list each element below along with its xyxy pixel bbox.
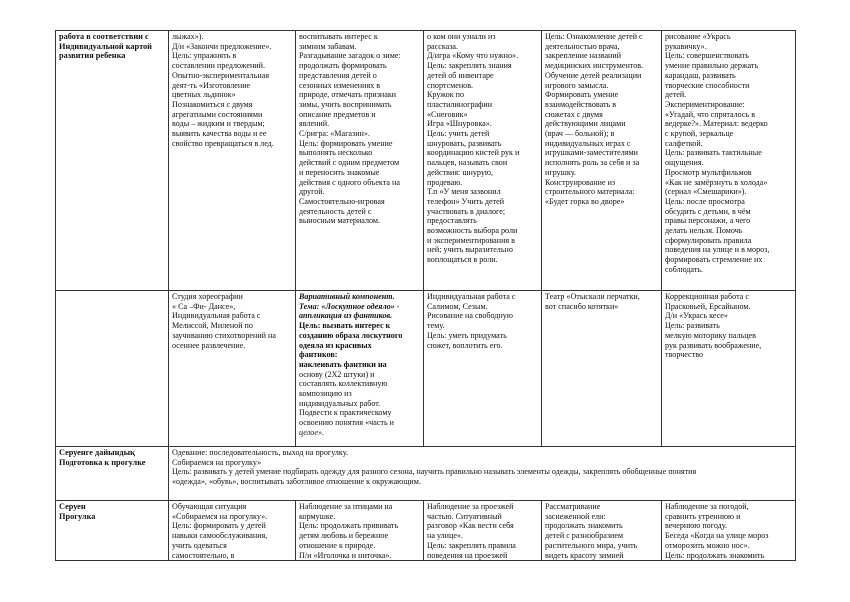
text-line: рисование «Укрась xyxy=(665,32,731,41)
text-line: (сериал «Смешарики»). xyxy=(665,187,747,197)
text-line: Прогулка xyxy=(59,511,96,521)
text-line: Собираемся на прогулку» xyxy=(172,457,262,467)
text-line: шнуровать, развивать xyxy=(427,138,502,148)
text-line: рассказа. xyxy=(427,41,459,51)
text-line: разговор «Как вести себя xyxy=(427,521,514,531)
day-cell-wednesday xyxy=(424,291,542,447)
text-line: «Угадай, что спряталось в xyxy=(665,109,756,119)
day-cell-friday xyxy=(662,31,796,291)
text-line: Цель: вызвать интерес к xyxy=(299,321,391,331)
text-line: детям любовь и бережное xyxy=(299,531,389,541)
text-line: Цель: после просмотра xyxy=(665,196,745,206)
day-cell-thursday xyxy=(542,501,662,561)
text-line: Одевание: последовательность, выход на прогулку. xyxy=(172,448,349,457)
text-line: Разгадывание загадок о зиме: xyxy=(299,51,401,61)
row-label xyxy=(56,31,169,291)
day-cell-monday xyxy=(169,291,296,447)
text-line: ней; учить выразительно xyxy=(427,245,513,255)
text-line: растительного мира, учить xyxy=(545,540,638,550)
text-line: возможность выбора роли xyxy=(427,226,518,236)
text-line: Цель: развивать тактильные xyxy=(665,148,762,158)
text-line: действия с одного объекта на xyxy=(299,177,400,187)
text-line: индивидуальных играх с xyxy=(545,138,631,148)
text-line: Рисование на свободную xyxy=(427,311,513,321)
text-line: Серуенге дайындық xyxy=(59,448,135,457)
text-line: Салимом, Сезым. xyxy=(427,301,488,311)
text-line: обсудить с детьми, в чём xyxy=(665,206,751,216)
row-label xyxy=(56,447,169,501)
walk-prep-cell xyxy=(169,447,796,501)
text-line: агрегатными состояниями xyxy=(172,109,263,119)
text-line: Обучающая ситуация xyxy=(172,502,247,511)
text-line: сюжетах с двумя xyxy=(545,109,603,119)
day-cell-friday xyxy=(662,501,796,561)
text-line: «одежда», «обувь», воспитывать заботливое отношение к окружающим. xyxy=(172,477,421,487)
text-line: поведения на проезжей xyxy=(427,550,508,560)
text-line: спортсменов. xyxy=(427,80,474,90)
text-line: Цель: развивать xyxy=(665,321,720,331)
text-line: Цель: учить детей xyxy=(427,129,490,139)
text-line: Вариативный компонент. xyxy=(299,292,395,301)
text-line: другой. xyxy=(299,187,325,197)
text-line: навыки самообслуживания, xyxy=(172,531,268,541)
text-line: Наблюдение за птицами на xyxy=(299,502,393,511)
text-line: ведерке?». Материал: ведерко xyxy=(665,119,768,129)
text-line: Цель: продолжать знакомить xyxy=(665,550,765,560)
text-line: воспитывать интерес к xyxy=(299,32,378,41)
text-line: аппликация из фантиков. xyxy=(299,311,393,321)
text-line: Наблюдение за проезжей xyxy=(427,502,514,511)
text-line: делать нельзя. Помочь xyxy=(665,226,743,236)
text-line: формировать стремление их xyxy=(665,255,763,265)
table-row-activities xyxy=(56,291,796,447)
text-line: выносным материалом. xyxy=(299,216,381,226)
text-line: составлять коллективную xyxy=(299,379,388,389)
text-line: «Снеговик» xyxy=(427,109,468,119)
text-line: Прасковьей, Ерсайыном. xyxy=(665,301,751,311)
text-line: Цель: закреплять знания xyxy=(427,61,512,71)
text-line: деятельность детей с xyxy=(299,206,372,216)
text-line: Рассматривание xyxy=(545,502,601,511)
text-line: целое». xyxy=(299,427,324,437)
day-cell-wednesday xyxy=(424,31,542,291)
text-line: Д/и «Закончи предложение». xyxy=(172,41,272,51)
text-line: сформулировать правила xyxy=(665,235,752,245)
text-line: координацию кистей рук и xyxy=(427,148,520,158)
text-line: деят-ть «Изготовление xyxy=(172,80,251,90)
text-line: медицинских инструментов. xyxy=(545,61,644,71)
text-line: Т.п «У меня зазвонил xyxy=(427,187,501,197)
day-cell-thursday xyxy=(542,31,662,291)
text-line: составлении предложений. xyxy=(172,61,265,71)
text-line: Экспериментирование: xyxy=(665,99,745,109)
text-line: игрушку. xyxy=(545,167,576,177)
text-line: сюжет, воплотить его. xyxy=(427,340,503,350)
day-cell-monday xyxy=(169,31,296,291)
text-line: (врач — больной); в xyxy=(545,129,615,139)
text-line: выполнять несколько xyxy=(299,148,373,158)
text-line: отношение к природе. xyxy=(299,540,376,550)
text-line: воды – жидким и твердым; xyxy=(172,119,265,129)
day-cell-tuesday xyxy=(296,501,424,561)
text-line: Индивидуальная работа с xyxy=(427,292,516,301)
text-line: взаимодействовать в xyxy=(545,99,617,109)
text-line: детей. xyxy=(665,90,687,100)
text-line: действия: шнурую, xyxy=(427,167,493,177)
day-cell-thursday xyxy=(542,291,662,447)
text-line: П/и «Иголочка и ниточка». xyxy=(299,550,392,560)
text-line: ощущения. xyxy=(665,158,704,168)
text-line: фантиков: xyxy=(299,350,338,360)
text-line: Игра «Шнуровка». xyxy=(427,119,492,129)
plan-page xyxy=(55,30,795,561)
text-line: Цель: продолжать прививать xyxy=(299,521,399,531)
text-line: природе, отмечать признаки xyxy=(299,90,397,100)
row-label xyxy=(56,291,169,447)
text-line: Цель: закреплять правила xyxy=(427,540,516,550)
text-line: действий с одним предметом xyxy=(299,158,400,168)
text-line: Индивидуальной картой xyxy=(59,41,152,51)
text-line: Мелиссой, Миленой по xyxy=(172,321,253,331)
text-line: рук развивать воображение, xyxy=(665,340,762,350)
text-line: умение правильно держать xyxy=(665,61,759,71)
text-line: созданию образа лоскутного xyxy=(299,330,403,340)
text-line: выявить качества воды и ее xyxy=(172,129,267,139)
text-line: описание предметов и xyxy=(299,109,376,119)
text-line: частью. Ситуативный xyxy=(427,511,502,521)
text-line: и экспериментирования в xyxy=(427,235,515,245)
text-line: пальцев, называть свои xyxy=(427,158,508,168)
day-cell-friday xyxy=(662,291,796,447)
text-line: Цель: развивать у детей умение подбирать одежду для разного сезона, научить правильно называть элементы одежды, закреплять обобщенные понятия xyxy=(172,467,697,477)
day-cell-tuesday xyxy=(296,291,424,447)
text-line: игрового замысла. xyxy=(545,80,609,90)
text-line: вот спасибо котятки» xyxy=(545,301,619,311)
text-line: Познакомиться с двумя xyxy=(172,99,253,109)
text-line: Подготовка к прогулке xyxy=(59,457,146,467)
text-line: заучиванию стихотворений на xyxy=(172,330,276,340)
text-line: на улице». xyxy=(427,531,464,541)
text-line: работа в соответствии с xyxy=(59,32,149,41)
text-line: Д/и «Укрась кесе» xyxy=(665,311,728,321)
table-row-walk xyxy=(56,501,796,561)
text-line: учить одеваться xyxy=(172,540,227,550)
text-line: салфеткой. xyxy=(665,138,703,148)
text-line: продолжать формировать xyxy=(299,61,387,71)
text-line: Серуен xyxy=(59,502,86,511)
text-line: Цель: уметь придумать xyxy=(427,330,507,340)
text-line: Беседа «Когда на улице мороз xyxy=(665,531,769,541)
text-line: действующими лицами xyxy=(545,119,626,129)
text-line: Кружок по xyxy=(427,90,465,100)
text-line: Индивидуальная работа с xyxy=(172,311,261,321)
text-line: Коррекционная работа с xyxy=(665,292,749,301)
table-row-walk-preparation xyxy=(56,447,796,501)
text-line: воплощаться в роли. xyxy=(427,255,498,265)
text-line: Конструирование из xyxy=(545,177,616,187)
text-line: зимы, учить воспринимать xyxy=(299,99,392,109)
text-line: лыжах»). xyxy=(172,32,204,41)
text-line: явлений. xyxy=(299,119,330,129)
text-line: продолжать знакомить xyxy=(545,521,623,531)
text-line: одеяла из красивых xyxy=(299,340,372,350)
text-line: развития ребенка xyxy=(59,51,126,61)
text-line: Театр «Отыскали перчатки, xyxy=(545,292,640,301)
day-cell-monday xyxy=(169,501,296,561)
text-line: детей об инвентаре xyxy=(427,70,494,80)
text-line: вечернюю погоду. xyxy=(665,521,728,531)
day-cell-wednesday xyxy=(424,501,542,561)
text-line: Цель: Ознакомление детей с xyxy=(545,32,643,41)
text-line: продеваю. xyxy=(427,177,463,187)
text-line: пластилинографии xyxy=(427,99,493,109)
text-line: кормушке. xyxy=(299,511,336,521)
text-line: строительного материала: xyxy=(545,187,635,197)
text-line: Подвести к практическому xyxy=(299,408,392,418)
text-line: тему. xyxy=(427,321,445,331)
text-line: поведения на улице и в мороз, xyxy=(665,245,770,255)
text-line: Цель: формировать умение xyxy=(299,138,393,148)
text-line: самостоятельно, в xyxy=(172,550,235,560)
text-line: с крупой, зеркальце xyxy=(665,129,734,139)
plan-table xyxy=(55,30,796,561)
text-line: свойство превращаться в лед. xyxy=(172,138,274,148)
text-line: Д/игра «Кому что нужно». xyxy=(427,51,519,61)
text-line: отморозить можно нос». xyxy=(665,540,750,550)
text-line: С/ригра: «Магазин». xyxy=(299,129,370,139)
text-line: наклеивать фантики на xyxy=(299,359,387,369)
text-line: композицию из xyxy=(299,389,352,399)
text-line: освоению понятия «часть и xyxy=(299,418,395,428)
text-line: Опытно-экспериментальная xyxy=(172,70,270,80)
table-row-individual-work xyxy=(56,31,796,291)
text-line: Цель: формировать у детей xyxy=(172,521,266,531)
text-line: правы персонажи, а чего xyxy=(665,216,751,226)
text-line: сравнить утреннюю и xyxy=(665,511,741,521)
text-line: мелкую моторику пальцев xyxy=(665,330,756,340)
text-line: представления детей о xyxy=(299,70,377,80)
text-line: Самостоятельно-игровая xyxy=(299,196,385,206)
text-line: рукавичку». xyxy=(665,41,707,51)
text-line: Наблюдение за погодой, xyxy=(665,502,749,511)
text-line: детей с разнообразием xyxy=(545,531,624,541)
text-line: исполнять роль за себя и за xyxy=(545,158,640,168)
text-line: Просмотр мультфильмов xyxy=(665,167,752,177)
day-cell-tuesday xyxy=(296,31,424,291)
text-line: заснеженной ели: xyxy=(545,511,606,521)
text-line: закрепление названий xyxy=(545,51,622,61)
text-line: Формировать умение xyxy=(545,90,619,100)
text-line: Обучение детей реализации xyxy=(545,70,642,80)
text-line: « Са –Фи- Дансе», xyxy=(172,301,236,311)
text-line: карандаш, развивать xyxy=(665,70,736,80)
text-line: Студия хореографии xyxy=(172,292,243,301)
text-line: «Как не замёрзнуть в холода» xyxy=(665,177,768,187)
text-line: творческие способности xyxy=(665,80,750,90)
text-line: предоставлять xyxy=(427,216,477,226)
text-line: осеннее развлечение. xyxy=(172,340,246,350)
text-line: цветных льдинок» xyxy=(172,90,236,100)
text-line: участвовать в диалоге; xyxy=(427,206,506,216)
text-line: видеть красоту зимней xyxy=(545,550,624,560)
text-line: зимним забавам. xyxy=(299,41,357,51)
text-line: основу (2Х2 штуки) и xyxy=(299,369,375,379)
text-line: деятельностью врача, xyxy=(545,41,620,51)
text-line: сезонных изменениях в xyxy=(299,80,381,90)
text-line: «Будет горка во дворе» xyxy=(545,196,625,206)
text-line: индивидуальных работ. xyxy=(299,398,381,408)
text-line: соблюдать. xyxy=(665,264,703,274)
row-label xyxy=(56,501,169,561)
text-line: о ком они узнали из xyxy=(427,32,496,41)
text-line: Цель: упражнять в xyxy=(172,51,237,61)
text-line: Тема: «Лоскутное одеяло» - xyxy=(299,301,400,311)
text-line: телефон» Учить детей xyxy=(427,196,505,206)
text-line: Цель: совершенствовать xyxy=(665,51,749,61)
text-line: творчество xyxy=(665,350,704,360)
text-line: игрушками-заместителями xyxy=(545,148,638,158)
text-line: и переносить знакомые xyxy=(299,167,380,177)
text-line: «Собираемся на прогулку». xyxy=(172,511,268,521)
